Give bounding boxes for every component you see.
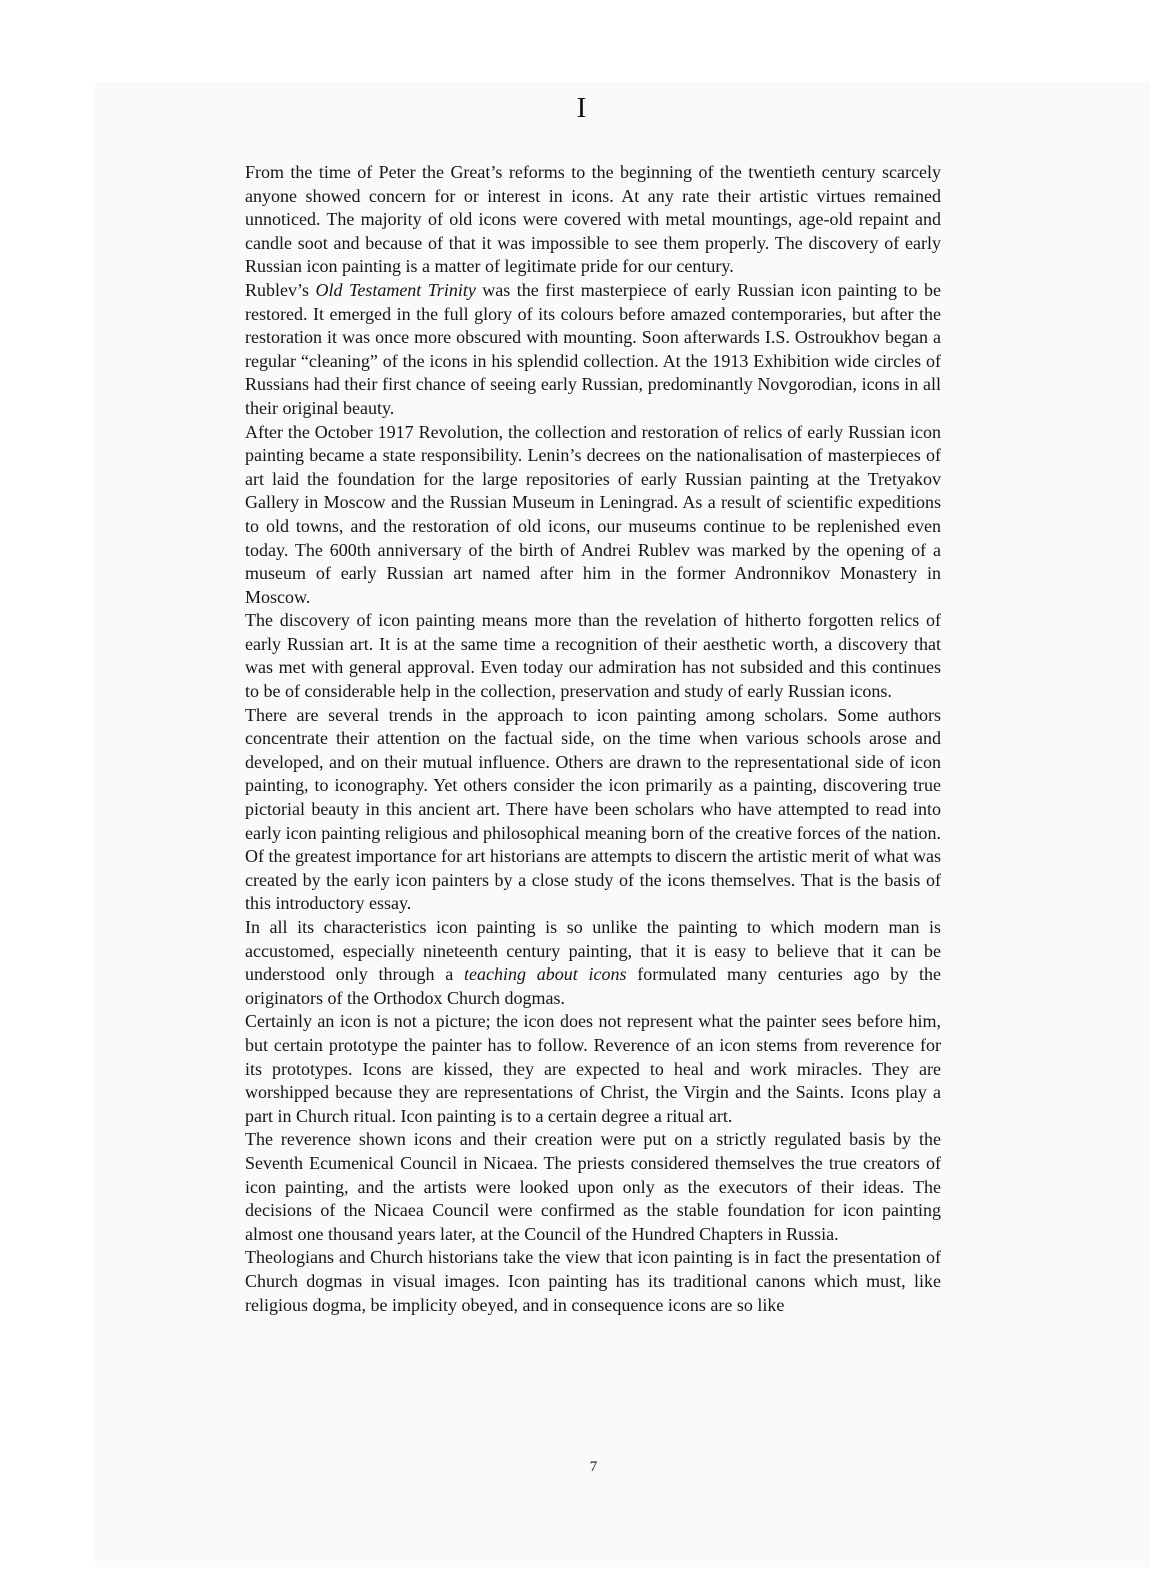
body-text (245, 161, 941, 1317)
text-run: Rublev’s (245, 279, 316, 300)
text-run: formulated many centuries ago by the originators of the Orthodox Church dogmas. (245, 964, 941, 1008)
italic-title: Old Testament Trinity (315, 279, 476, 300)
text-run: In all its characteristics icon painting is so unlike the painting to which modern man is accustomed, especially nineteenth century painting, that it is easy to believe that it can be understood only through a (245, 917, 941, 985)
paragraph: From the time of Peter the Great’s reforms to the beginning of the twentieth century scarcely anyone showed concern for or interest in icons. At any rate their artistic virtues remained unnoticed. The majority of old icons were covered with metal mountings, age-old repaint and candle soot and because of that it was impossible to see them properly. The discovery of early Russian icon painting is a matter of legitimate pride for our century. (245, 162, 941, 277)
paragraph: The discovery of icon painting means more than the revelation of hitherto forgotten relics of early Russian art. It is at the same time a recognition of their aesthetic worth, a discovery that was met with general approval. Even today our admiration has not subsided and this continues to be of considerable help in the collection, preservation and study of early Russian icons. (245, 610, 941, 702)
paragraph: After the October 1917 Revolution, the collection and restoration of relics of early Russian icon painting became a state responsibility. Lenin’s decrees on the nationalisation of masterpieces of art laid the foundation for the large repositories of early Russian painting at the Tretyakov Gallery in Moscow and the Russian Museum in Leningrad. As a result of scientific expeditions to old towns, and the restoration of old icons, our museums continue to be replenished even today. The 600th anniversary of the birth of Andrei Rublev was marked by the opening of a museum of early Russian art named after him in the former Andronnikov Monastery in Moscow. (245, 421, 941, 607)
paragraph (245, 916, 941, 1010)
page-number: 7 (589, 1459, 598, 1475)
paragraph: There are several trends in the approach to icon painting among scholars. Some authors concentrate their attention on the factual side, on the time when various schools arose and developed, and on their mutual influence. Others are drawn to the representational side of icon painting, to iconography. Yet others consider the icon primarily as a painting, discovering true pictorial beauty in this ancient art. There have been scholars who have attempted to read into early icon painting religious and philosophical meaning born of the creative forces of the nation. Of the greatest importance for art historians are attempts to discern the artistic merit of what was created by the early icon painters by a close study of the icons themselves. That is the basis of this introductory essay. (245, 704, 941, 914)
paragraph: Certainly an icon is not a picture; the icon does not represent what the painter sees before him, but certain prototype the painter has to follow. Reverence of an icon stems from reverence for its prototypes. Icons are kissed, they are expected to heal and work miracles. They are worshipped because they are representations of Christ, the Virgin and the Saints. Icons play a part in Church ritual. Icon painting is to a certain degree a ritual art. (245, 1011, 941, 1126)
paragraph: The reverence shown icons and their creation were put on a strictly regulated basis by the Seventh Ecumenical Council in Nicaea. The priests considered themselves the true creators of icon painting, and the artists were looked upon only as the executors of their ideas. The decisions of the Nicaea Council were confirmed as the stable foundation for icon painting almost one thousand years later, at the Council of the Hundred Chapters in Russia. (245, 1129, 941, 1244)
italic-phrase: teaching about icons (464, 964, 627, 985)
paragraph (245, 279, 941, 421)
chapter-number: I (576, 92, 587, 124)
paragraph: Theologians and Church historians take the view that icon painting is in fact the presentation of Church dogmas in visual images. Icon painting has its traditional canons which must, like religious dogma, be implicity obeyed, and in consequence icons are so like (245, 1247, 941, 1315)
text-run: was the first masterpiece of early Russian icon painting to be restored. It emerged in the full glory of its colours before amazed contemporaries, but after the restoration it was once more obscured with mounting. Soon afterwards I.S. Ostroukhov began a regular “cleaning” of the icons in his splendid collection. At the 1913 Exhibition wide circles of Russians had their first chance of seeing early Russian, predominantly Novgorodian, icons in all their original beauty. (245, 279, 941, 418)
